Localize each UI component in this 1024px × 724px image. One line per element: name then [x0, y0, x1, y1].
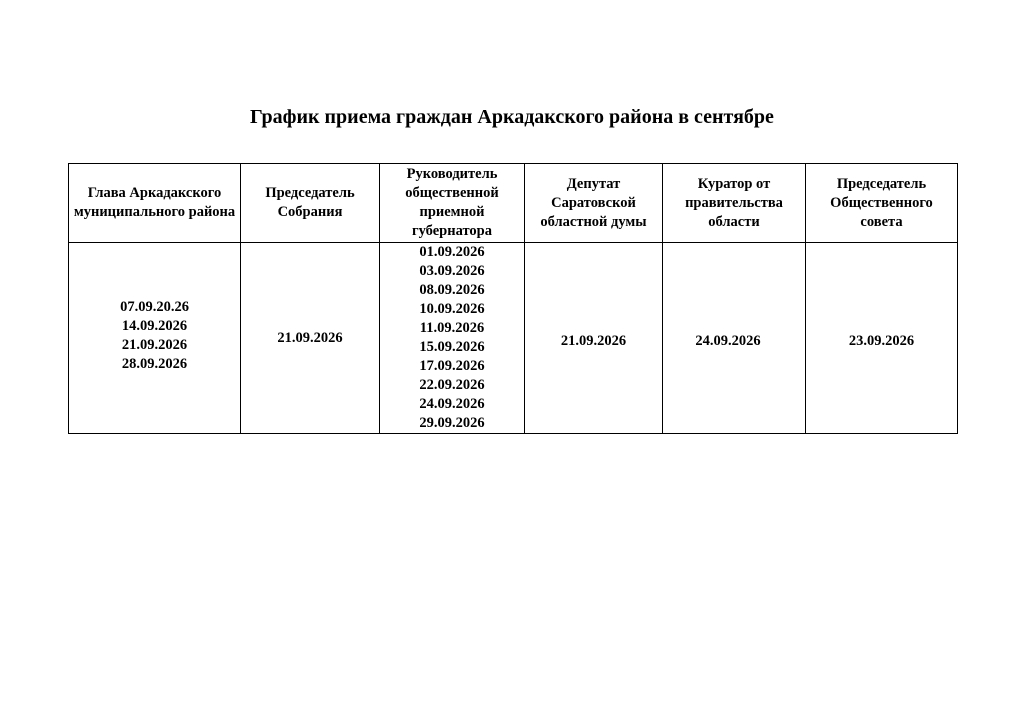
date-item: 03.09.2026: [419, 263, 485, 279]
date-item: 15.09.2026: [419, 339, 485, 355]
dates-public-council-chairman: [806, 243, 958, 434]
date-item: 24.09.2026: [695, 332, 761, 349]
date-item: 07.09.20.26: [120, 299, 189, 315]
date-item: 11.09.2026: [419, 320, 485, 336]
header-assembly-chairman: Председатель Собрания: [241, 164, 380, 243]
header-government-curator: Куратор от правительства области: [663, 164, 806, 243]
dates-head-of-district: [69, 243, 241, 434]
header-head-of-district: Глава Аркадакского муниципального района: [69, 164, 241, 243]
header-public-council-chairman: Председатель Общественного совета: [806, 164, 958, 243]
date-item: 24.09.2026: [419, 396, 485, 412]
dates-governor-reception-head: [380, 243, 525, 434]
date-item: 14.09.2026: [121, 318, 188, 334]
date-item: 23.09.2026: [848, 332, 915, 349]
table-row: [69, 243, 958, 434]
date-item: 21.09.2026: [277, 329, 343, 346]
date-item: 08.09.2026: [419, 282, 485, 298]
dates-regional-duma-deputy: [525, 243, 663, 434]
date-item: 22.09.2026: [419, 377, 485, 393]
schedule-table: [68, 163, 958, 434]
date-item: 10.09.2026: [419, 301, 485, 317]
document-title: График приема граждан Аркадакского района в сентябре: [250, 106, 774, 128]
date-item: 21.09.2026: [121, 337, 188, 353]
dates-assembly-chairman: [241, 243, 380, 434]
date-item: 21.09.2026: [560, 332, 627, 349]
date-item: 29.09.2026: [419, 415, 485, 431]
date-item: 28.09.2026: [121, 356, 188, 372]
dates-government-curator: [663, 243, 806, 434]
date-item: 17.09.2026: [419, 358, 485, 374]
header-regional-duma-deputy: Депутат Саратовской областной думы: [525, 164, 663, 243]
date-item: 01.09.2026: [419, 244, 485, 260]
table-header-row: [69, 164, 958, 243]
header-governor-reception-head: Руководитель общественной приемной губернатора: [380, 164, 525, 243]
